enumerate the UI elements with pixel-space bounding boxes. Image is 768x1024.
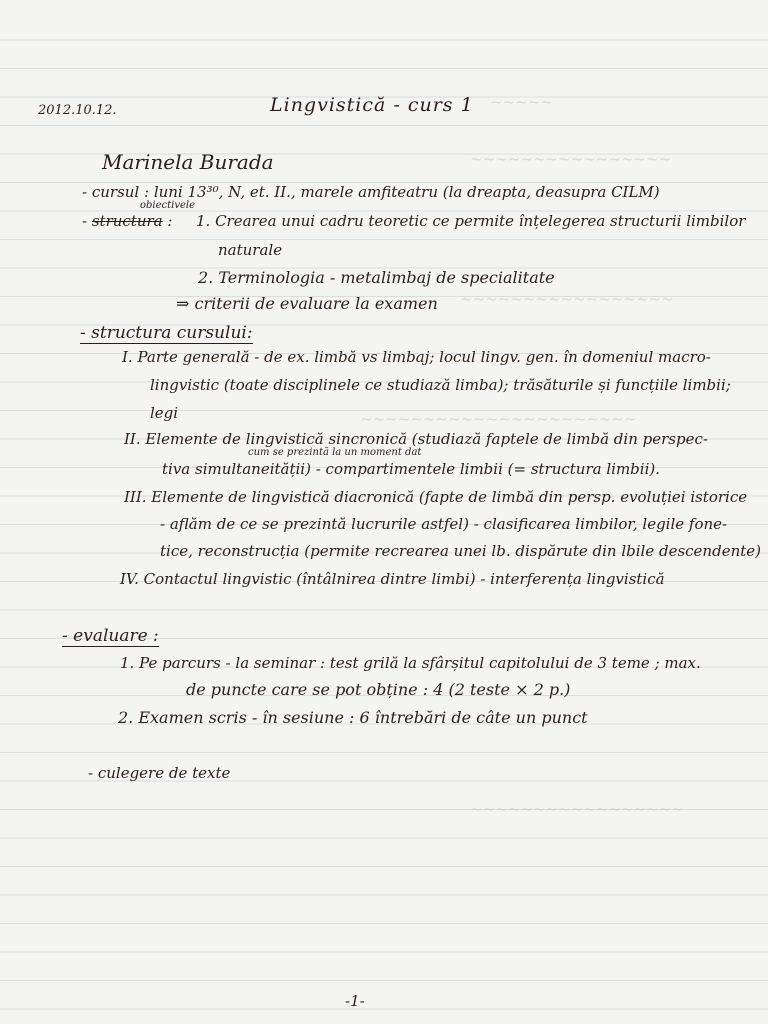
page-title: Lingvistică - curs 1 bbox=[270, 94, 474, 116]
bleed-through-text: ~~~~~~~~~~~~~~~~~ bbox=[460, 290, 674, 308]
structure-item-2-line2: tiva simultaneității) - compartimentele limbii (= structura limbii). bbox=[162, 460, 660, 478]
author-name: Marinela Burada bbox=[102, 150, 274, 174]
structure-item-1-line1: I. Parte generală - de ex. limbă vs limbaj; locul lingv. gen. în domeniul macro- bbox=[122, 348, 711, 366]
objective-1-line2: naturale bbox=[218, 241, 283, 259]
evaluation-heading-text: - evaluare : bbox=[62, 626, 159, 646]
structure-heading bbox=[80, 325, 253, 342]
bleed-through-text: ~~~~~~~~~~~~~~~~ bbox=[470, 150, 672, 168]
objectives-struck-word: - structura : bbox=[82, 212, 173, 230]
structure-item-3-line1: III. Elemente de lingvistică diacronică (fapte de limbă din persp. evoluției istorice bbox=[124, 488, 748, 506]
bleed-through-text: ~~~~~ bbox=[490, 93, 553, 111]
criteria: ⇒ criterii de evaluare la examen bbox=[176, 294, 438, 313]
structure-item-4: IV. Contactul lingvistic (întâlnirea dintre limbi) - interferența lingvistică bbox=[120, 570, 665, 588]
bleed-through-text: ~~~~~~~~~~~~~~~~~~~~~~ bbox=[360, 410, 637, 428]
structure-item-2-line1: II. Elemente de lingvistică sincronică (studiază faptele de limbă din perspec- bbox=[124, 430, 708, 448]
objectives-superscript: obiectivele bbox=[140, 200, 196, 211]
structure-item-2-insert: cum se prezintă la un moment dat bbox=[248, 447, 422, 458]
objective-2: 2. Terminologia - metalimbaj de specialitate bbox=[198, 268, 555, 287]
texts-collection: - culegere de texte bbox=[88, 764, 231, 782]
structure-item-3-line3: tice, reconstrucția (permite recrearea unei lb. dispărute din lbile descendente) bbox=[160, 542, 761, 560]
structure-heading-text: - structura cursului: bbox=[80, 323, 253, 343]
evaluation-item-1-line1: 1. Pe parcurs - la seminar : test grilă la sfârșitul capitolului de 3 teme ; max. bbox=[120, 654, 701, 672]
objective-1-line1: 1. Crearea unui cadru teoretic ce permite înțelegerea structurii limbilor bbox=[196, 212, 746, 230]
date: 2012.10.12. bbox=[38, 103, 117, 118]
struck-word: structura bbox=[91, 212, 163, 230]
structure-item-1-line3: legi bbox=[150, 404, 179, 422]
course-schedule: - cursul : luni 13³⁰, N, et. II., marele amfiteatru (la dreapta, deasupra CILM) bbox=[82, 183, 660, 201]
evaluation-item-2: 2. Examen scris - în sesiune : 6 întrebări de câte un punct bbox=[118, 708, 588, 727]
bleed-through-text: ~~~~~~~~~~~~~~~~~ bbox=[470, 800, 684, 818]
page-number: -1- bbox=[345, 992, 365, 1010]
evaluation-heading bbox=[62, 628, 159, 645]
structure-item-3-line2: - aflăm de ce se prezintă lucrurile astfel) - clasificarea limbilor, legile fone- bbox=[160, 515, 728, 533]
structure-item-1-line2: lingvistic (toate disciplinele ce studiază limba); trăsăturile și funcțiile limbii; bbox=[150, 376, 731, 394]
evaluation-item-1-line2: de puncte care se pot obține : 4 (2 teste × 2 p.) bbox=[186, 680, 571, 699]
